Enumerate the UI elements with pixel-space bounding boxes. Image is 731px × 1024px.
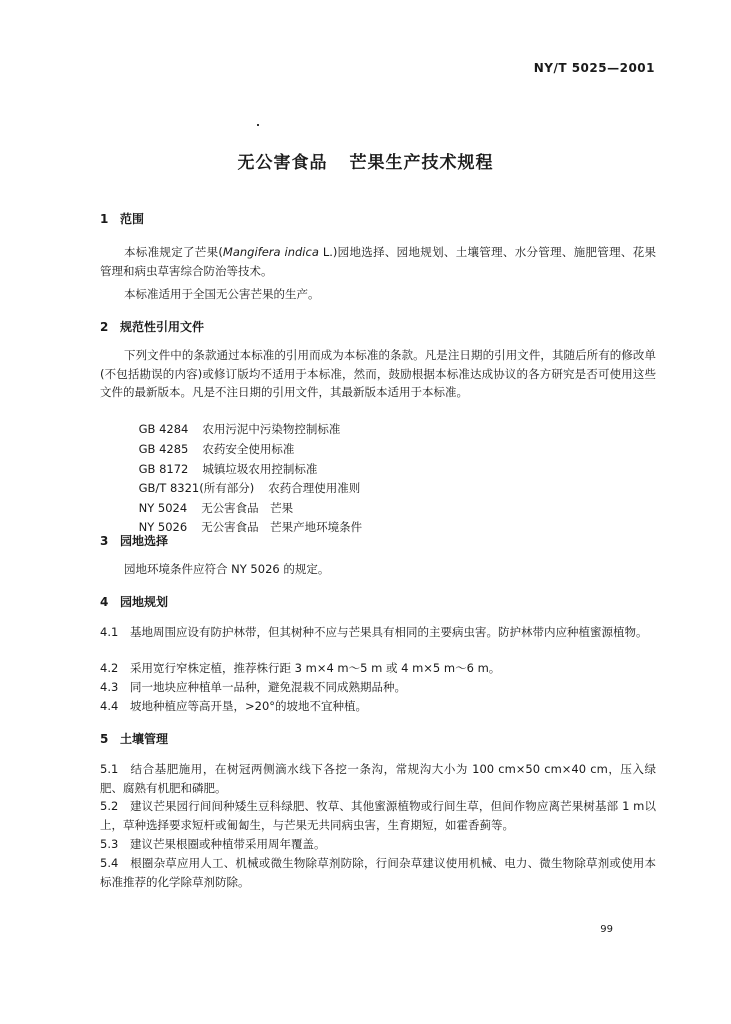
section-heading-4: 4 园地规划 [100, 595, 169, 609]
document-title [0, 148, 731, 173]
page-number: 99 [600, 924, 613, 935]
clause-5-3: 5.3 建议芒果根圈或种植带采用周年覆盖。 [100, 837, 326, 851]
clause-4-1: 4.1 基地周围应设有防护林带，但其树种不应与芒果具有相同的主要病虫害。防护林带内应种植蜜源植物。 [100, 625, 648, 639]
reference-item: GB 8172 城镇垃圾农用控制标准 [138, 462, 318, 476]
clause-5-1: 5.1 结合基肥施用，在树冠两侧滴水线下各挖一条沟，常规沟大小为 100 cm×50 cm×40 cm，压入绿肥、腐熟有机肥和磷肥。 [100, 762, 656, 795]
scope-paragraph-1: 本标准规定了芒果(Mangifera indica L.)园地选择、园地规划、土壤管理、水分管理、施肥管理、花果管理和病虫草害综合防治等技术。 [100, 245, 657, 278]
standard-code: NY/T 5025—2001 [533, 61, 655, 75]
section-heading-5: 5 土壤管理 [100, 732, 169, 746]
reference-item: NY 5024 无公害食品 芒果 [138, 501, 294, 515]
reference-item: GB/T 8321(所有部分) 农药合理使用准则 [138, 481, 361, 495]
normative-intro: 下列文件中的条款通过本标准的引用而成为本标准的条款。凡是注日期的引用文件，其随后所有的修改单(不包括勘误的内容)或修订版均不适用于本标准，然而，鼓励根据本标准达成协议的各方研究是否可使用这些文件的最新版本。凡是不注日期的引用文件，其最新版本适用于本标准。 [100, 348, 656, 399]
scan-speck [257, 124, 259, 126]
clause-4-4: 4.4 坡地种植应等高开垦，>20°的坡地不宜种植。 [100, 699, 368, 713]
title-part-1: 无公害食品 [237, 153, 328, 173]
section-heading-3: 3 园地选择 [100, 534, 169, 548]
section-heading-2: 2 规范性引用文件 [100, 320, 205, 334]
reference-item: NY 5026 无公害食品 芒果产地环境条件 [138, 520, 363, 534]
title-part-2: 芒果生产技术规程 [349, 153, 494, 173]
site-selection-text: 园地环境条件应符合 NY 5026 的规定。 [124, 562, 330, 576]
reference-item: GB 4284 农用污泥中污染物控制标准 [138, 422, 341, 436]
latin-name: Mangifera indica [222, 245, 319, 259]
clause-4-3: 4.3 同一地块应种植单一品种，避免混栽不同成熟期品种。 [100, 680, 406, 694]
clause-5-4: 5.4 根圈杂草应用人工、机械或微生物除草剂防除，行间杂草建议使用机械、电力、微生物除草剂或使用本标准推荐的化学除草剂防除。 [100, 856, 656, 889]
clause-4-2: 4.2 采用宽行窄株定植，推荐株行距 3 m×4 m～5 m 或 4 m×5 m～6 m。 [100, 661, 501, 675]
scope-paragraph-2: 本标准适用于全国无公害芒果的生产。 [124, 287, 320, 301]
clause-5-2: 5.2 建议芒果园行间间种矮生豆科绿肥、牧草、其他蜜源植物或行间生草，但间作物应离芒果树基部 1 m以上，草种选择要求短杆或匍匐生，与芒果无共同病虫害，生育期短，如霍香蓟等。 [100, 799, 656, 832]
section-heading-1: 1 范围 [100, 212, 145, 226]
reference-item: GB 4285 农药安全使用标准 [138, 442, 295, 456]
